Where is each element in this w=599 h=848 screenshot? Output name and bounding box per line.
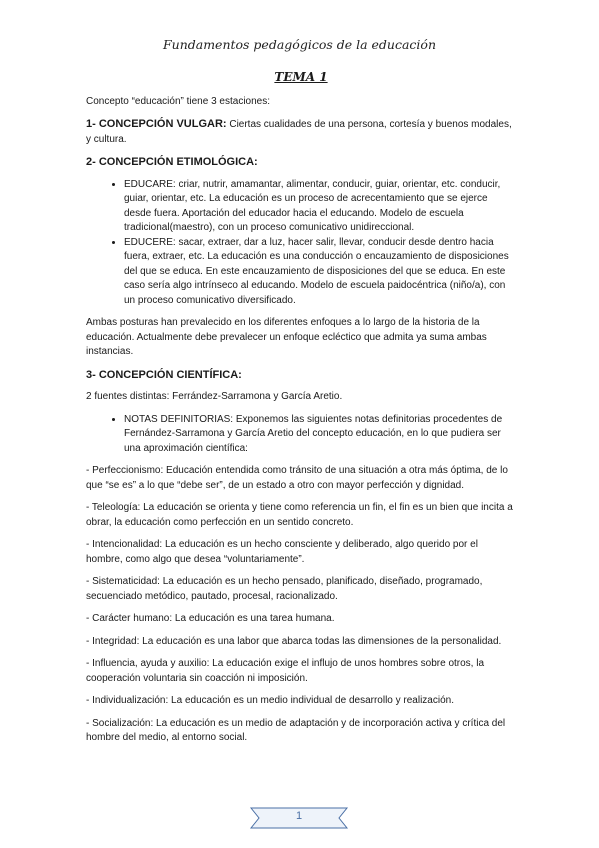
section-1 bbox=[86, 117, 516, 147]
section-2-conclusion: Ambas posturas han prevalecido en los diferentes enfoques a lo largo de la historia de la educación. Actualmente debe prevalecer un enfoque ecléctico que admita ya suma ambas instancias. bbox=[86, 317, 487, 357]
document-body bbox=[86, 70, 516, 754]
section-1-text: Ciertas cualidades de una persona, cortesía y buenos modales, y cultura. bbox=[86, 119, 512, 145]
bullet-educere: • EDUCERE: sacar, extraer, dar a luz, hacer salir, llevar, conducir desde dentro hacia fuera, extraer, etc. La educación es una conducción o encauzamiento de disposiciones del que se educa. En este encauzamiento de disposiciones del que se educa. En este caso sería algo intrínseco al educando. Modelo de escuela paidocéntrica (niño/a), con un proceso comunicativo diversificado. bbox=[124, 236, 516, 309]
intro-paragraph: Concepto “educación” tiene 3 estaciones: bbox=[86, 95, 271, 107]
tema-title: TEMA 1 bbox=[274, 70, 328, 84]
list-item: - Individualización: La educación es un medio individual de desarrollo y realización. bbox=[86, 695, 454, 706]
list-item: - Intencionalidad: La educación es un hecho consciente y deliberado, algo querido por el hombre, como algo que desea “voluntariamente”. bbox=[86, 539, 478, 565]
page-header: Fundamentos pedagógicos de la educación bbox=[162, 37, 437, 52]
section-3-list bbox=[86, 413, 516, 457]
bullet-educare: • EDUCARE: criar, nutrir, amamantar, alimentar, conducir, guiar, orientar, etc. conducir, guiar, orientar, etc. La educación es un proceso de acrecentamiento que se ejerce desde fuera. Aportación del educador hacia el educando. Modelo de escuela tradicional(maestro), con un proceso comunicativo unidireccional. bbox=[124, 178, 516, 236]
bullet-notas-definitorias: • NOTAS DEFINITORIAS: Exponemos las siguientes notas definitorias procedentes de Fernández-Sarramona y García Aretio del concepto educación, en lo que pudiera ser una aproximación científica: bbox=[124, 413, 516, 457]
list-item: - Teleología: La educación se orienta y tiene como referencia un fin, el fin es un bien que incita a obrar, la educación como perfección en un sentido concreto. bbox=[86, 502, 513, 528]
page-number-banner bbox=[249, 806, 349, 830]
list-item: - Sistematicidad: La educación es un hecho pensado, planificado, diseñado, programado, secuenciado metódico, pautado, procesal, racionalizado. bbox=[86, 576, 483, 602]
list-item: - Carácter humano: La educación es una tarea humana. bbox=[86, 613, 335, 624]
section-2-list bbox=[86, 178, 516, 309]
page-number: 1 bbox=[295, 810, 303, 822]
section-1-title: 1- CONCEPCIÓN VULGAR: bbox=[86, 118, 227, 130]
list-item: - Perfeccionismo: Educación entendida como tránsito de una situación a otra más óptima, de lo que “se es” a lo que “debe ser”, de un estado a otro con mayor perfección y dignidad. bbox=[86, 465, 508, 491]
list-item: - Integridad: La educación es una labor que abarca todas las dimensiones de la personalidad. bbox=[86, 635, 502, 647]
section-3-intro: 2 fuentes distintas: Ferrández-Sarramona y García Aretio. bbox=[86, 391, 343, 402]
section-3-title: 3- CONCEPCIÓN CIENTÍFICA: bbox=[86, 368, 242, 381]
section-2-title: 2- CONCEPCIÓN ETIMOLÓGICA: bbox=[86, 156, 258, 168]
list-item: - Influencia, ayuda y auxilio: La educación exige el influjo de unos hombres sobre otros, la cooperación voluntaria sin coacción ni imposición. bbox=[86, 658, 485, 684]
list-item: - Socialización: La educación es un medio de adaptación y de incorporación activa y crítica del hombre del medio, al entorno social. bbox=[86, 717, 506, 743]
